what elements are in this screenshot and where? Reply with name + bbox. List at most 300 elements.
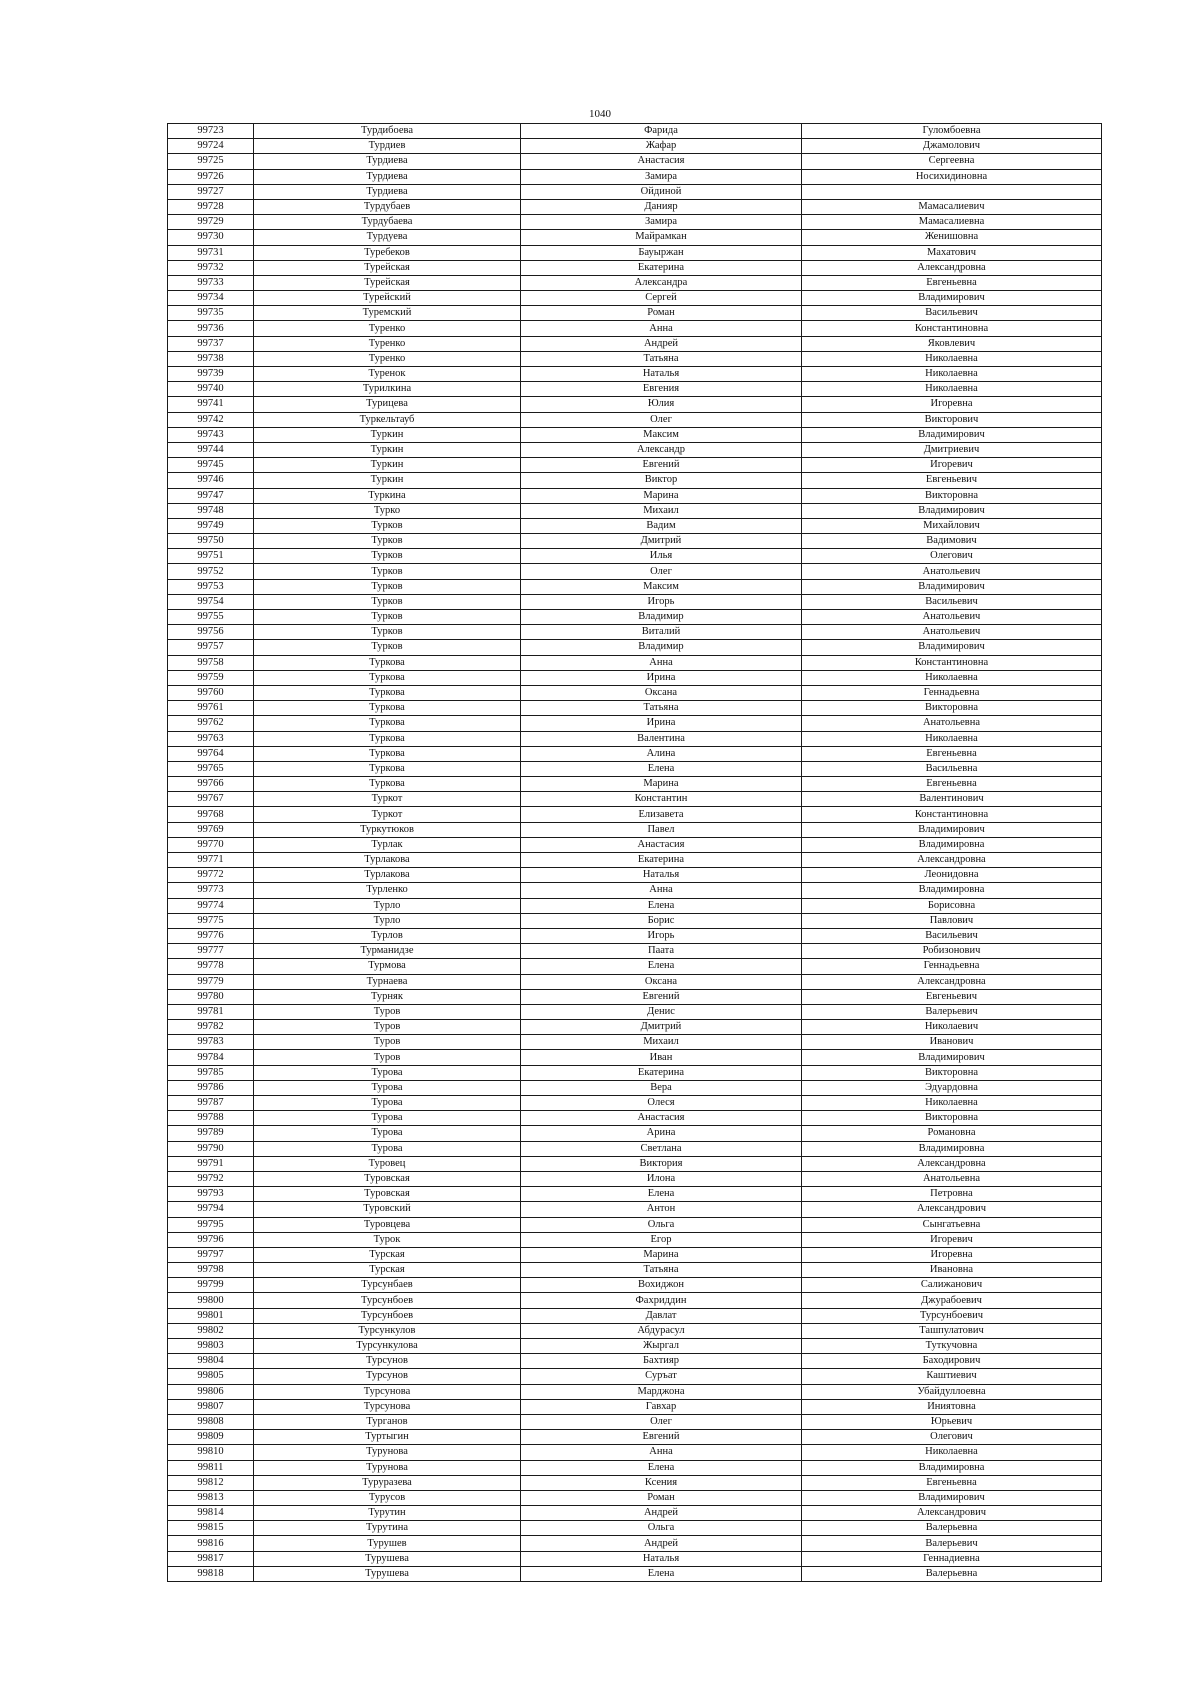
patronymic-cell: Валерьевич — [802, 1004, 1102, 1019]
first-name-cell: Евгений — [521, 458, 802, 473]
patronymic-cell: Вадимович — [802, 534, 1102, 549]
last-name-cell: Туркова — [254, 701, 521, 716]
table-row — [168, 351, 1102, 366]
first-name-cell: Андрей — [521, 1506, 802, 1521]
record-number-cell: 99742 — [168, 412, 254, 427]
table-row — [168, 1384, 1102, 1399]
first-name-cell: Виктория — [521, 1156, 802, 1171]
last-name-cell: Турков — [254, 564, 521, 579]
first-name-cell: Анастасия — [521, 1111, 802, 1126]
record-number-cell: 99741 — [168, 397, 254, 412]
table-row — [168, 518, 1102, 533]
last-name-cell: Турганов — [254, 1414, 521, 1429]
table-row — [168, 245, 1102, 260]
last-name-cell: Турсункулова — [254, 1339, 521, 1354]
record-number-cell: 99749 — [168, 518, 254, 533]
patronymic-cell: Владимирович — [802, 1490, 1102, 1505]
record-number-cell: 99769 — [168, 822, 254, 837]
last-name-cell: Туровская — [254, 1187, 521, 1202]
last-name-cell: Турова — [254, 1065, 521, 1080]
table-row — [168, 260, 1102, 275]
record-number-cell: 99756 — [168, 625, 254, 640]
last-name-cell: Турлов — [254, 928, 521, 943]
record-number-cell: 99726 — [168, 169, 254, 184]
first-name-cell: Наталья — [521, 367, 802, 382]
record-number-cell: 99786 — [168, 1080, 254, 1095]
record-number-cell: 99813 — [168, 1490, 254, 1505]
table-row — [168, 549, 1102, 564]
table-row — [168, 139, 1102, 154]
first-name-cell: Бауыржан — [521, 245, 802, 260]
last-name-cell: Турсункулов — [254, 1323, 521, 1338]
record-number-cell: 99780 — [168, 989, 254, 1004]
patronymic-cell: Иванович — [802, 1035, 1102, 1050]
record-number-cell: 99777 — [168, 944, 254, 959]
table-row — [168, 336, 1102, 351]
record-number-cell: 99791 — [168, 1156, 254, 1171]
last-name-cell: Турсунова — [254, 1384, 521, 1399]
patronymic-cell: Салижанович — [802, 1278, 1102, 1293]
last-name-cell: Туркова — [254, 716, 521, 731]
patronymic-cell: Романовна — [802, 1126, 1102, 1141]
table-row — [168, 1278, 1102, 1293]
patronymic-cell: Мамасалиевна — [802, 215, 1102, 230]
first-name-cell: Ирина — [521, 716, 802, 731]
patronymic-cell: Баходирович — [802, 1354, 1102, 1369]
last-name-cell: Турдиева — [254, 169, 521, 184]
table-row — [168, 1217, 1102, 1232]
last-name-cell: Туровский — [254, 1202, 521, 1217]
last-name-cell: Туренок — [254, 367, 521, 382]
last-name-cell: Турдибоева — [254, 124, 521, 139]
record-number-cell: 99789 — [168, 1126, 254, 1141]
table-row — [168, 1171, 1102, 1186]
table-row — [168, 807, 1102, 822]
patronymic-cell: Евгеньевич — [802, 989, 1102, 1004]
patronymic-cell: Игоревна — [802, 397, 1102, 412]
record-number-cell: 99808 — [168, 1414, 254, 1429]
record-number-cell: 99776 — [168, 928, 254, 943]
first-name-cell: Юлия — [521, 397, 802, 412]
patronymic-cell: Николаевна — [802, 367, 1102, 382]
record-number-cell: 99766 — [168, 777, 254, 792]
record-number-cell: 99768 — [168, 807, 254, 822]
last-name-cell: Турдиева — [254, 154, 521, 169]
first-name-cell: Ольга — [521, 1217, 802, 1232]
record-number-cell: 99765 — [168, 761, 254, 776]
first-name-cell: Давлат — [521, 1308, 802, 1323]
last-name-cell: Туремский — [254, 306, 521, 321]
first-name-cell: Михаил — [521, 503, 802, 518]
last-name-cell: Турло — [254, 898, 521, 913]
table-row — [168, 701, 1102, 716]
patronymic-cell: Владимировна — [802, 837, 1102, 852]
record-number-cell: 99770 — [168, 837, 254, 852]
patronymic-cell: Яковлевич — [802, 336, 1102, 351]
first-name-cell: Игорь — [521, 928, 802, 943]
table-row — [168, 382, 1102, 397]
record-number-cell: 99736 — [168, 321, 254, 336]
patronymic-cell: Николаевна — [802, 351, 1102, 366]
record-number-cell: 99805 — [168, 1369, 254, 1384]
last-name-cell: Турская — [254, 1247, 521, 1262]
table-row — [168, 655, 1102, 670]
last-name-cell: Турова — [254, 1141, 521, 1156]
table-row — [168, 534, 1102, 549]
last-name-cell: Турков — [254, 594, 521, 609]
patronymic-cell: Туткучовна — [802, 1339, 1102, 1354]
first-name-cell: Анастасия — [521, 154, 802, 169]
last-name-cell: Туркин — [254, 442, 521, 457]
first-name-cell: Олег — [521, 412, 802, 427]
table-row — [168, 1080, 1102, 1095]
first-name-cell: Дмитрий — [521, 1020, 802, 1035]
record-number-cell: 99748 — [168, 503, 254, 518]
patronymic-cell: Гуломбоевна — [802, 124, 1102, 139]
patronymic-cell: Анатольевна — [802, 1171, 1102, 1186]
last-name-cell: Турмова — [254, 959, 521, 974]
record-number-cell: 99744 — [168, 442, 254, 457]
record-number-cell: 99803 — [168, 1339, 254, 1354]
table-row — [168, 822, 1102, 837]
table-row — [168, 746, 1102, 761]
first-name-cell: Сергей — [521, 291, 802, 306]
table-row — [168, 761, 1102, 776]
patronymic-cell: Каштиевич — [802, 1369, 1102, 1384]
last-name-cell: Туруразева — [254, 1475, 521, 1490]
record-number-cell: 99817 — [168, 1551, 254, 1566]
last-name-cell: Туркот — [254, 807, 521, 822]
record-number-cell: 99792 — [168, 1171, 254, 1186]
first-name-cell: Евгений — [521, 989, 802, 1004]
patronymic-cell: Васильевна — [802, 761, 1102, 776]
first-name-cell: Евгения — [521, 382, 802, 397]
record-number-cell: 99790 — [168, 1141, 254, 1156]
first-name-cell: Ирина — [521, 670, 802, 685]
record-number-cell: 99751 — [168, 549, 254, 564]
first-name-cell: Александр — [521, 442, 802, 457]
table-row — [168, 199, 1102, 214]
first-name-cell: Данияр — [521, 199, 802, 214]
patronymic-cell: Константиновна — [802, 807, 1102, 822]
table-row — [168, 1232, 1102, 1247]
table-row — [168, 321, 1102, 336]
last-name-cell: Турлакова — [254, 853, 521, 868]
last-name-cell: Турунова — [254, 1460, 521, 1475]
table-row — [168, 944, 1102, 959]
first-name-cell: Вохиджон — [521, 1278, 802, 1293]
first-name-cell: Александра — [521, 275, 802, 290]
patronymic-cell: Васильевич — [802, 306, 1102, 321]
last-name-cell: Турсунбаев — [254, 1278, 521, 1293]
record-number-cell: 99804 — [168, 1354, 254, 1369]
record-number-cell: 99773 — [168, 883, 254, 898]
last-name-cell: Туровская — [254, 1171, 521, 1186]
last-name-cell: Туров — [254, 1004, 521, 1019]
patronymic-cell: Николаевич — [802, 1020, 1102, 1035]
patronymic-cell: Убайдуллоевна — [802, 1384, 1102, 1399]
record-number-cell: 99760 — [168, 685, 254, 700]
patronymic-cell: Игоревич — [802, 1232, 1102, 1247]
record-number-cell: 99723 — [168, 124, 254, 139]
first-name-cell: Вадим — [521, 518, 802, 533]
record-number-cell: 99799 — [168, 1278, 254, 1293]
last-name-cell: Турсунбоев — [254, 1308, 521, 1323]
table-row — [168, 1506, 1102, 1521]
record-number-cell: 99738 — [168, 351, 254, 366]
first-name-cell: Елена — [521, 898, 802, 913]
first-name-cell: Вера — [521, 1080, 802, 1095]
last-name-cell: Турунова — [254, 1445, 521, 1460]
patronymic-cell: Петровна — [802, 1187, 1102, 1202]
first-name-cell: Ойдиной — [521, 184, 802, 199]
record-number-cell: 99763 — [168, 731, 254, 746]
table-row — [168, 777, 1102, 792]
first-name-cell: Илона — [521, 1171, 802, 1186]
table-row — [168, 1111, 1102, 1126]
table-row — [168, 1202, 1102, 1217]
patronymic-cell — [802, 184, 1102, 199]
record-number-cell: 99806 — [168, 1384, 254, 1399]
patronymic-cell: Евгеньевна — [802, 746, 1102, 761]
patronymic-cell: Джамолович — [802, 139, 1102, 154]
first-name-cell: Дмитрий — [521, 534, 802, 549]
last-name-cell: Турская — [254, 1263, 521, 1278]
table-row — [168, 959, 1102, 974]
first-name-cell: Светлана — [521, 1141, 802, 1156]
first-name-cell: Анна — [521, 1445, 802, 1460]
record-number-cell: 99781 — [168, 1004, 254, 1019]
first-name-cell: Гавхар — [521, 1399, 802, 1414]
first-name-cell: Елена — [521, 959, 802, 974]
first-name-cell: Оксана — [521, 974, 802, 989]
table-row — [168, 1460, 1102, 1475]
patronymic-cell: Анатольевич — [802, 564, 1102, 579]
record-number-cell: 99793 — [168, 1187, 254, 1202]
first-name-cell: Екатерина — [521, 1065, 802, 1080]
record-number-cell: 99752 — [168, 564, 254, 579]
table-row — [168, 397, 1102, 412]
last-name-cell: Туркин — [254, 458, 521, 473]
record-number-cell: 99759 — [168, 670, 254, 685]
record-number-cell: 99774 — [168, 898, 254, 913]
patronymic-cell: Александрович — [802, 1506, 1102, 1521]
table-row — [168, 1323, 1102, 1338]
record-number-cell: 99746 — [168, 473, 254, 488]
patronymic-cell: Иниятовна — [802, 1399, 1102, 1414]
patronymic-cell: Владимирович — [802, 822, 1102, 837]
last-name-cell: Туркот — [254, 792, 521, 807]
table-row — [168, 1126, 1102, 1141]
last-name-cell: Турутин — [254, 1506, 521, 1521]
last-name-cell: Турок — [254, 1232, 521, 1247]
record-number-cell: 99785 — [168, 1065, 254, 1080]
table-row — [168, 1308, 1102, 1323]
record-number-cell: 99779 — [168, 974, 254, 989]
patronymic-cell: Олегович — [802, 1430, 1102, 1445]
table-row — [168, 1475, 1102, 1490]
first-name-cell: Марина — [521, 777, 802, 792]
last-name-cell: Туркина — [254, 488, 521, 503]
table-row — [168, 1293, 1102, 1308]
patronymic-cell: Борисовна — [802, 898, 1102, 913]
last-name-cell: Турнаева — [254, 974, 521, 989]
record-number-cell: 99782 — [168, 1020, 254, 1035]
record-number-cell: 99758 — [168, 655, 254, 670]
last-name-cell: Турова — [254, 1096, 521, 1111]
last-name-cell: Туркова — [254, 670, 521, 685]
table-row — [168, 503, 1102, 518]
record-number-cell: 99767 — [168, 792, 254, 807]
first-name-cell: Абдурасул — [521, 1323, 802, 1338]
record-number-cell: 99757 — [168, 640, 254, 655]
first-name-cell: Татьяна — [521, 1263, 802, 1278]
table-row — [168, 367, 1102, 382]
record-number-cell: 99771 — [168, 853, 254, 868]
table-row — [168, 488, 1102, 503]
table-row — [168, 1369, 1102, 1384]
table-row — [168, 1521, 1102, 1536]
patronymic-cell: Васильевич — [802, 928, 1102, 943]
table-row — [168, 989, 1102, 1004]
first-name-cell: Анастасия — [521, 837, 802, 852]
patronymic-cell: Носихидиновна — [802, 169, 1102, 184]
last-name-cell: Туркова — [254, 777, 521, 792]
first-name-cell: Евгений — [521, 1430, 802, 1445]
first-name-cell: Андрей — [521, 336, 802, 351]
table-row — [168, 731, 1102, 746]
table-row — [168, 594, 1102, 609]
patronymic-cell: Евгеньевич — [802, 473, 1102, 488]
first-name-cell: Наталья — [521, 1551, 802, 1566]
patronymic-cell: Игоревна — [802, 1247, 1102, 1262]
table-row — [168, 291, 1102, 306]
first-name-cell: Анна — [521, 883, 802, 898]
record-number-cell: 99811 — [168, 1460, 254, 1475]
patronymic-cell: Васильевич — [802, 594, 1102, 609]
last-name-cell: Туренко — [254, 351, 521, 366]
table-row — [168, 1445, 1102, 1460]
first-name-cell: Арина — [521, 1126, 802, 1141]
last-name-cell: Туркин — [254, 473, 521, 488]
first-name-cell: Владимир — [521, 610, 802, 625]
record-number-cell: 99795 — [168, 1217, 254, 1232]
last-name-cell: Турсунов — [254, 1369, 521, 1384]
first-name-cell: Олег — [521, 564, 802, 579]
first-name-cell: Анна — [521, 655, 802, 670]
record-number-cell: 99729 — [168, 215, 254, 230]
patronymic-cell: Леонидовна — [802, 868, 1102, 883]
patronymic-cell: Николаевна — [802, 670, 1102, 685]
table-row — [168, 625, 1102, 640]
last-name-cell: Турло — [254, 913, 521, 928]
patronymic-cell: Владимировна — [802, 1460, 1102, 1475]
table-row — [168, 974, 1102, 989]
record-number-cell: 99724 — [168, 139, 254, 154]
table-row — [168, 169, 1102, 184]
patronymic-cell: Эдуардовна — [802, 1080, 1102, 1095]
record-number-cell: 99783 — [168, 1035, 254, 1050]
patronymic-cell: Владимирович — [802, 503, 1102, 518]
last-name-cell: Туребеков — [254, 245, 521, 260]
last-name-cell: Турсунова — [254, 1399, 521, 1414]
first-name-cell: Суръат — [521, 1369, 802, 1384]
patronymic-cell: Женишовна — [802, 230, 1102, 245]
last-name-cell: Турдуева — [254, 230, 521, 245]
table-row — [168, 1004, 1102, 1019]
table-row — [168, 1430, 1102, 1445]
patronymic-cell: Олегович — [802, 549, 1102, 564]
patronymic-cell: Николаевна — [802, 1096, 1102, 1111]
table-row — [168, 564, 1102, 579]
last-name-cell: Турушева — [254, 1551, 521, 1566]
table-row — [168, 853, 1102, 868]
first-name-cell: Михаил — [521, 1035, 802, 1050]
first-name-cell: Максим — [521, 579, 802, 594]
patronymic-cell: Викторовна — [802, 488, 1102, 503]
record-number-cell: 99747 — [168, 488, 254, 503]
table-row — [168, 1339, 1102, 1354]
first-name-cell: Денис — [521, 1004, 802, 1019]
last-name-cell: Турутина — [254, 1521, 521, 1536]
record-number-cell: 99797 — [168, 1247, 254, 1262]
last-name-cell: Туркова — [254, 731, 521, 746]
last-name-cell: Туркова — [254, 746, 521, 761]
record-number-cell: 99812 — [168, 1475, 254, 1490]
last-name-cell: Туренко — [254, 336, 521, 351]
record-number-cell: 99787 — [168, 1096, 254, 1111]
record-number-cell: 99815 — [168, 1521, 254, 1536]
table-row — [168, 306, 1102, 321]
first-name-cell: Марджона — [521, 1384, 802, 1399]
first-name-cell: Екатерина — [521, 853, 802, 868]
record-number-cell: 99734 — [168, 291, 254, 306]
table-row — [168, 610, 1102, 625]
last-name-cell: Турилкина — [254, 382, 521, 397]
record-number-cell: 99802 — [168, 1323, 254, 1338]
record-number-cell: 99740 — [168, 382, 254, 397]
last-name-cell: Туркутюков — [254, 822, 521, 837]
first-name-cell: Борис — [521, 913, 802, 928]
patronymic-cell: Константиновна — [802, 321, 1102, 336]
last-name-cell: Турусов — [254, 1490, 521, 1505]
patronymic-cell: Валентинович — [802, 792, 1102, 807]
record-number-cell: 99743 — [168, 427, 254, 442]
first-name-cell: Оксана — [521, 685, 802, 700]
patronymic-cell: Валерьевич — [802, 1536, 1102, 1551]
table-row — [168, 1536, 1102, 1551]
patronymic-cell: Турсунбоевич — [802, 1308, 1102, 1323]
patronymic-cell: Павлович — [802, 913, 1102, 928]
first-name-cell: Жыргал — [521, 1339, 802, 1354]
patronymic-cell: Анатольевна — [802, 716, 1102, 731]
registry-table — [167, 123, 1102, 1582]
table-row — [168, 1156, 1102, 1171]
patronymic-cell: Джурабоевич — [802, 1293, 1102, 1308]
patronymic-cell: Ташпулатович — [802, 1323, 1102, 1338]
patronymic-cell: Константиновна — [802, 655, 1102, 670]
first-name-cell: Иван — [521, 1050, 802, 1065]
record-number-cell: 99794 — [168, 1202, 254, 1217]
first-name-cell: Марина — [521, 488, 802, 503]
table-row — [168, 412, 1102, 427]
last-name-cell: Турушева — [254, 1566, 521, 1581]
first-name-cell: Егор — [521, 1232, 802, 1247]
table-row — [168, 275, 1102, 290]
first-name-cell: Антон — [521, 1202, 802, 1217]
table-row — [168, 1566, 1102, 1581]
first-name-cell: Наталья — [521, 868, 802, 883]
